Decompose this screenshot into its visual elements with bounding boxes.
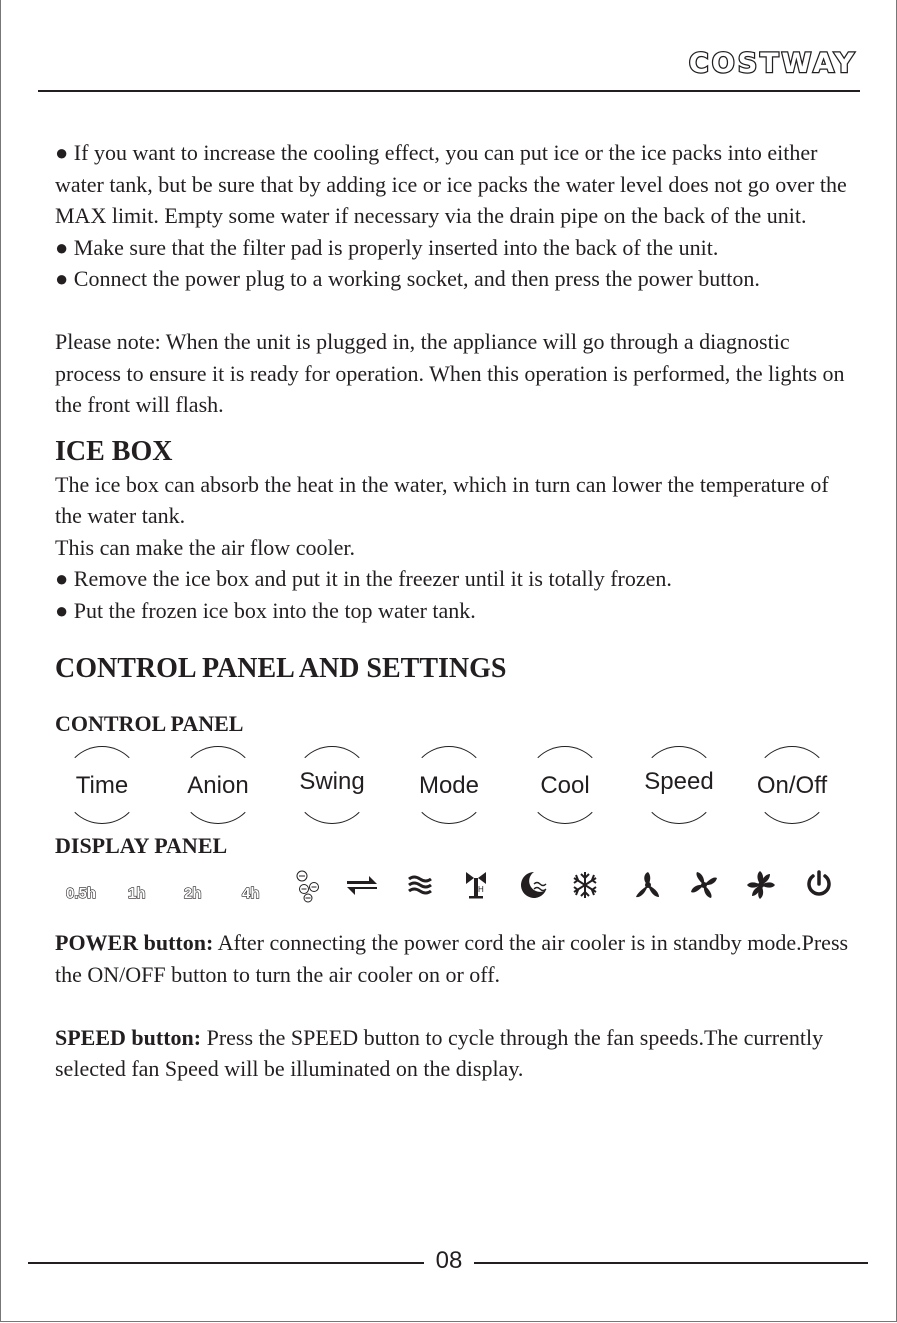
timer-4h-indicator: 4h (242, 885, 260, 902)
control-panel-heading: CONTROL PANEL (55, 711, 244, 736)
cool-button[interactable]: Cool (518, 746, 612, 824)
anion-icon (295, 869, 321, 903)
brand-logo: COSTWAY (688, 48, 857, 79)
ice-box-heading: ICE BOX (55, 435, 173, 467)
fan-low-icon (633, 870, 663, 900)
on-off-button[interactable]: On/Off (745, 746, 839, 824)
footer-rule-right (474, 1262, 868, 1264)
intro-bullet-filter: ● Make sure that the filter pad is properly inserted into the back of the unit. (55, 234, 719, 260)
svg-text:H: H (478, 885, 484, 894)
timer-0-5h-indicator: 0.5h (66, 885, 97, 902)
control-panel (55, 746, 855, 836)
ice-box-bullet2: ● Put the frozen ice box into the top water tank. (55, 597, 476, 623)
timer-1h-indicator: 1h (128, 885, 146, 902)
timer-2h-indicator: 2h (184, 885, 202, 902)
sleep-mode-icon (463, 870, 489, 900)
power-icon (805, 870, 833, 900)
page-content (55, 137, 855, 1085)
speed-button-label: SPEED button: (55, 1024, 202, 1050)
speed-button-description (55, 1022, 855, 1085)
mode-button[interactable]: Mode (402, 746, 496, 824)
power-button-text: After connecting the power cord the air cooler is in standby mode.Press the ON/OFF button to turn the air cooler on or off. (55, 930, 849, 987)
swing-icon (345, 873, 379, 899)
time-button[interactable]: Time (55, 746, 149, 824)
intro-bullet-ice: ● If you want to increase the cooling effect, you can put ice or the ice packs into either water tank, but be sure that by adding ice or ice packs the water level does not go over the MAX limit. Empty some water if necessary via the drain pipe on the back of the unit. (55, 140, 847, 228)
swing-button[interactable]: Swing (285, 746, 379, 824)
header-rule (38, 90, 860, 92)
snowflake-icon (571, 870, 599, 900)
intro-bullet-power: ● Connect the power plug to a working socket, and then press the power button. (55, 266, 760, 291)
footer-rule-left (28, 1262, 424, 1264)
sleep-moon-icon (520, 870, 550, 900)
ice-box-line2: This can make the air flow cooler. (55, 534, 355, 560)
display-panel (55, 869, 855, 913)
anion-button[interactable]: Anion (171, 746, 265, 824)
display-panel-heading: DISPLAY PANEL (55, 832, 228, 858)
control-heading: CONTROL PANEL AND SETTINGS (55, 653, 507, 684)
page-number: 08 (435, 1247, 463, 1274)
intro-note: Please note: When the unit is plugged in, the appliance will go through a diagnostic process to ensure it is ready for operation. When this operation is performed, the lights on the front will flash. (55, 329, 845, 417)
power-button-label: POWER button: (55, 930, 214, 955)
speed-button-text: Press the SPEED button to cycle through the fan speeds.The currently selected fan Speed will be illuminated on the display. (55, 1024, 824, 1081)
ice-box-line1: The ice box can absorb the heat in the water, which in turn can lower the temperature of the water tank. (55, 471, 829, 528)
fan-mid-icon (689, 870, 719, 900)
power-button-description (55, 927, 855, 990)
speed-button[interactable]: Speed (632, 746, 726, 824)
ice-box-bullet1: ● Remove the ice box and put it in the freezer until it is totally frozen. (55, 566, 672, 591)
natural-wind-icon (407, 874, 433, 896)
fan-high-icon (745, 869, 777, 901)
